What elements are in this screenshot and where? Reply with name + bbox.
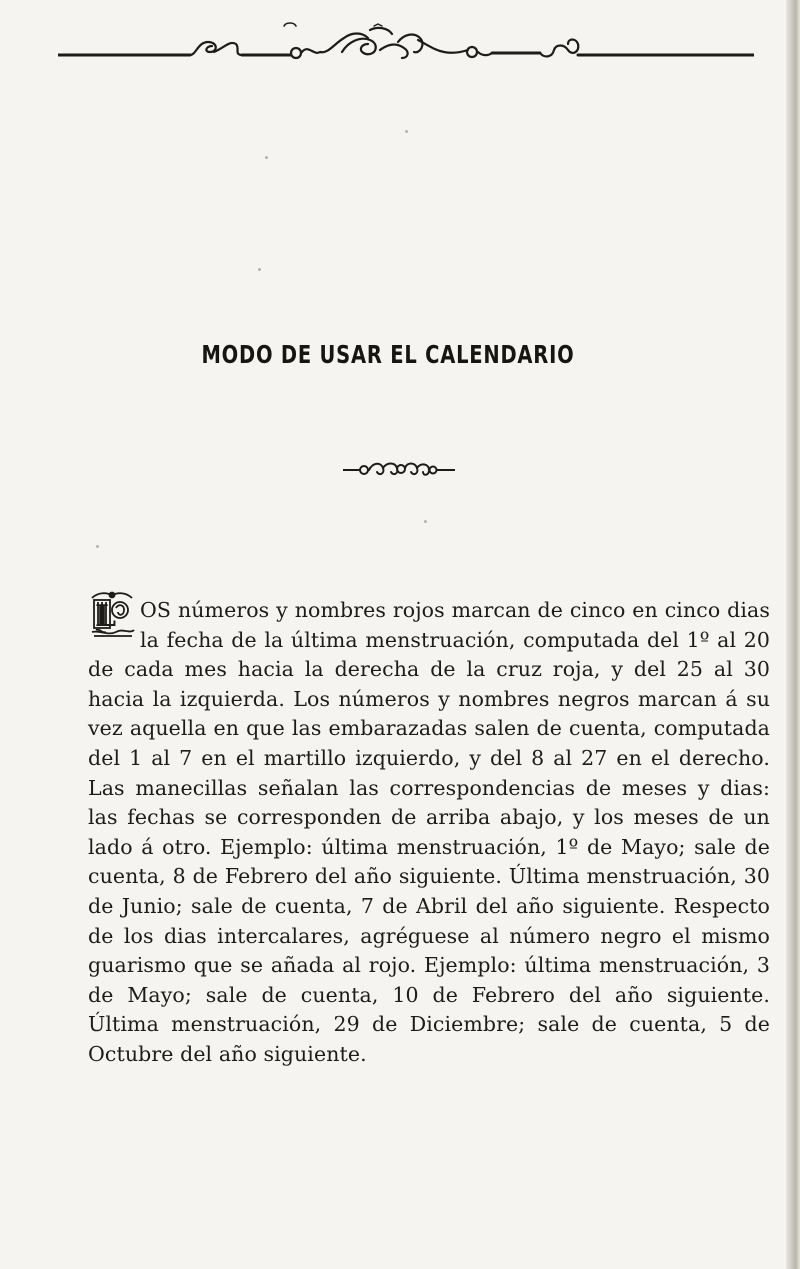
page-edge-shadow: [786, 0, 800, 1269]
paper-speck: [96, 545, 99, 548]
ornamental-header-rule: [58, 22, 754, 66]
paper-speck: [424, 520, 427, 523]
body-paragraph: OS números y nombres rojos marcan de cinco en cinco dias la fecha de la última menstruación, computada del 1º al 20 de cada mes hacia la derecha de la cruz roja, y del 25 al 30 hacia la izquierda. Los números y nombres negros marcan á su vez aquella en que las embarazadas salen de cuenta, computada del 1 al 7 en el martillo izquierdo, y del 8 al 27 en el derecho. Las manecillas señalan las correspondencias de meses y dias: las fechas se corresponden de arriba abajo, y los meses de un lado á otro. Ejemplo: última menstruación, 1º de Mayo; sale de cuenta, 8 de Febrero del año siguiente. Última menstruación, 30 de Junio; sale de cuenta, 7 de Abril del año siguiente. Respecto de los dias intercalares, agréguese al número negro el mismo guarismo que se añada al rojo. Ejemplo: última menstruación, 3 de Mayo; sale de cuenta, 10 de Febrero del año siguiente. Última menstruación, 29 de Diciembre; sale de cuenta, 5 de Octubre del año siguiente.: [88, 598, 770, 1066]
page-title: MODO DE USAR EL CALENDARIO: [201, 340, 575, 369]
drop-cap-letter: L: [95, 599, 117, 634]
paper-speck: [258, 268, 261, 271]
ornamental-divider: [343, 458, 455, 480]
paper-speck: [405, 130, 408, 133]
paper-speck: [265, 156, 268, 159]
